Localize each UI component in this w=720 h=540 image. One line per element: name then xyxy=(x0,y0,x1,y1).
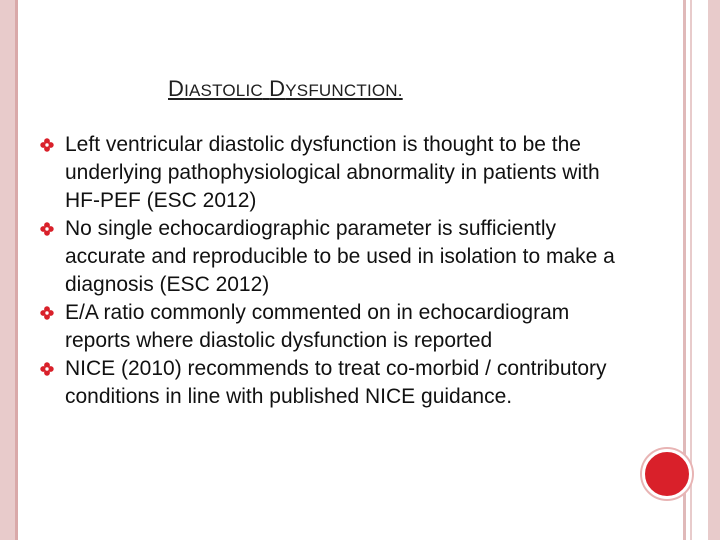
bullet-text: No single echocardiographic parameter is sufficiently accurate and reproducible to be used in isolation to make a diagnosis (ESC 2012) xyxy=(65,217,615,296)
slide-title xyxy=(168,76,403,102)
bullet-text: NICE (2010) recommends to treat co-morbid / contributory conditions in line with published NICE guidance. xyxy=(65,357,607,408)
flower-bullet-icon xyxy=(40,306,54,320)
title-word-2-cap: D xyxy=(269,76,286,101)
bullet-text: E/A ratio commonly commented on in echocardiogram reports where diastolic dysfunction is reported xyxy=(65,301,570,352)
bullet-item xyxy=(40,215,640,299)
bullet-text: Left ventricular diastolic dysfunction is thought to be the underlying pathophysiological abnormality in patients with HF-PEF (ESC 2012) xyxy=(65,133,600,212)
bullet-list xyxy=(40,131,640,411)
title-word-1-cap: D xyxy=(168,76,185,101)
flower-bullet-icon xyxy=(40,222,54,236)
bullet-item xyxy=(40,355,640,411)
right-frame-border xyxy=(708,0,720,540)
flower-bullet-icon xyxy=(40,362,54,376)
decorative-red-circle xyxy=(642,449,692,499)
bullet-item xyxy=(40,131,640,215)
title-word-1-rest: IASTOLIC xyxy=(184,81,263,100)
title-word-2-rest: YSFUNCTION. xyxy=(285,81,403,100)
right-frame-line-2 xyxy=(690,0,692,540)
flower-bullet-icon xyxy=(40,138,54,152)
bullet-item xyxy=(40,299,640,355)
left-frame-border xyxy=(0,0,18,540)
